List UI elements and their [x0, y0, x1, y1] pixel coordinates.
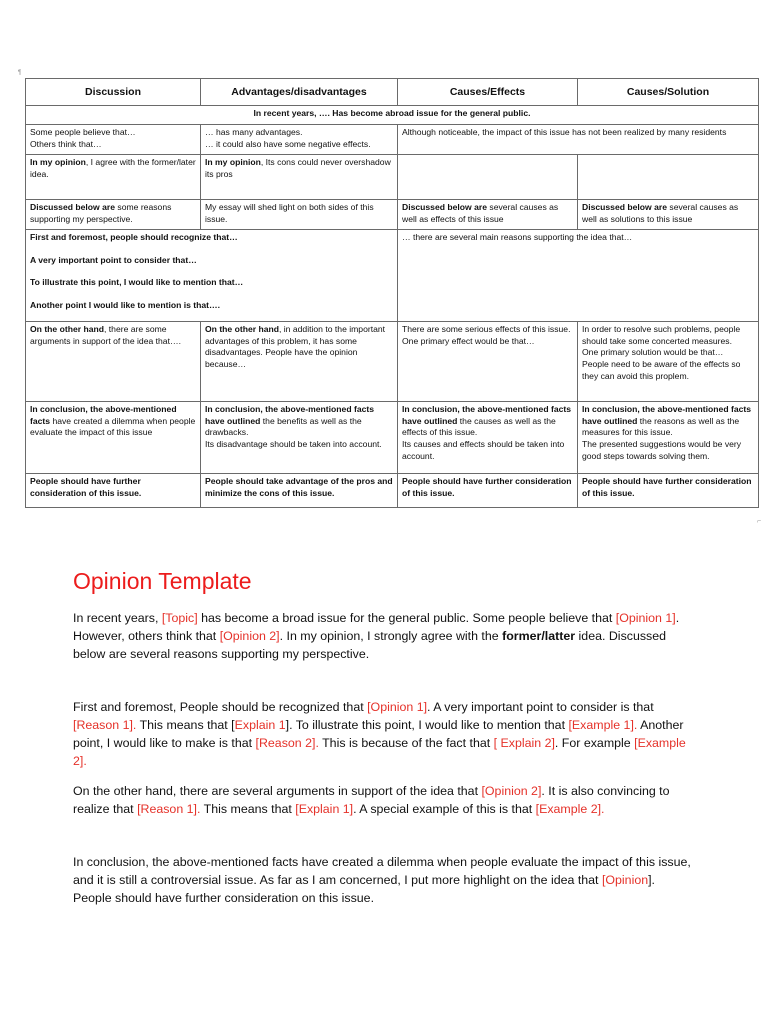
text: . It is also convincing to realize that: [73, 783, 670, 816]
table-cell: [398, 200, 578, 230]
cell-bold: On the other hand: [30, 324, 104, 334]
cell-line: Some people believe that…: [30, 127, 136, 137]
placeholder: [Opinion 2]: [219, 628, 280, 643]
text: . However, others think that: [73, 610, 680, 643]
text: . A very important point to consider is that: [427, 699, 654, 714]
text: In conclusion, the above-mentioned facts have created a dilemma when people evaluate the impact of this issue, and it is still a controversial issue. As far as I am concerned, I put more highlight on the idea that: [73, 854, 691, 887]
table-row: [26, 230, 759, 322]
cell-text: , I agree with the former/later idea.: [30, 157, 196, 179]
table-cell: [201, 125, 398, 155]
table-cell: Although noticeable, the impact of this issue has not been realized by many residents: [398, 125, 759, 155]
table-cell: [578, 200, 759, 230]
table-cell: [26, 322, 201, 402]
table-cell: My essay will shed light on both sides of this issue.: [201, 200, 398, 230]
table-row: [26, 474, 759, 508]
table-cell: People should have further consideration of this issue.: [26, 474, 201, 508]
paragraph-body-1: [73, 698, 697, 770]
table-cell: [398, 402, 578, 474]
placeholder: [Example 2].: [73, 735, 686, 768]
text: ]. People should have further consideration on this issue.: [73, 872, 655, 905]
cell-bold: In conclusion, the above-mentioned facts have outlined: [582, 404, 752, 426]
cell-line: In order to resolve such problems, people should take some concerted measures.: [582, 324, 741, 346]
table-cell: [578, 402, 759, 474]
table-cell: [201, 155, 398, 200]
cell-bold: Discussed below are: [30, 202, 116, 212]
cell-text: the benefits as well as the drawbacks.: [205, 415, 362, 438]
placeholder: Explain 1: [234, 717, 286, 732]
text: This means that [: [136, 717, 235, 732]
table-cell: [26, 155, 201, 200]
table-cell: [201, 402, 398, 474]
table-cell-empty: [398, 155, 578, 200]
placeholder: [Reason 1].: [73, 717, 137, 732]
paragraph-mark-icon: ¶: [18, 70, 22, 76]
cell-line: Another point I would like to mention is that….: [30, 300, 221, 311]
cell-bold: Discussed below are: [402, 202, 488, 212]
header-advantages-disadvantages: Advantages/disadvantages: [201, 79, 398, 106]
paragraph-intro: [73, 609, 697, 663]
table-cell: [201, 322, 398, 402]
text: This is because of the fact that: [318, 735, 494, 750]
cell-line: The presented suggestions would be very good steps towards solving them.: [582, 439, 742, 461]
paragraph-body-2: [73, 782, 697, 818]
cell-bold: Discussed below are: [582, 202, 668, 212]
table-cell: There are some serious effects of this issue. One primary effect would be that…: [398, 322, 578, 402]
placeholder: [Opinion 1]: [367, 699, 428, 714]
header-causes-effects: Causes/Effects: [398, 79, 578, 106]
table-cell: People should take advantage of the pros and minimize the cons of this issue.: [201, 474, 398, 508]
header-causes-solution: Causes/Solution: [578, 79, 759, 106]
placeholder: [Reason 2].: [255, 735, 319, 750]
cell-text: have created a dilemma when people evaluate the impact of this issue: [30, 415, 196, 438]
text: Another point, I would like to make is that: [73, 717, 684, 750]
placeholder: [Example 1].: [568, 717, 638, 732]
essay-phrases-table: [25, 78, 759, 508]
table-cell: [26, 125, 201, 155]
table-cell: People should have further consideration of this issue.: [398, 474, 578, 508]
table-row: [26, 200, 759, 230]
cell-bold: In my opinion: [30, 157, 86, 167]
placeholder: [Opinion 1]: [615, 610, 676, 625]
placeholder: [Example 2].: [535, 801, 605, 816]
text: ]. To illustrate this point, I would like to mention that: [285, 717, 569, 732]
text: In recent years,: [73, 610, 162, 625]
text: . In my opinion, I strongly agree with the: [279, 628, 503, 643]
table-cell: People should have further consideration of this issue.: [578, 474, 759, 508]
cell-line: People need to be aware of the effects so they can avoid this proplem.: [582, 359, 741, 381]
cell-text: some reasons supporting my perspective.: [30, 202, 172, 224]
cell-text: several causes as well as solutions to this issue: [582, 202, 739, 224]
table-row: [26, 125, 759, 155]
table-cell-empty: [578, 155, 759, 200]
intro-cell: In recent years, …. Has become abroad issue for the general public.: [26, 106, 759, 125]
text: This means that: [200, 801, 296, 816]
header-discussion: Discussion: [26, 79, 201, 106]
table-cell: … there are several main reasons supporting the idea that…: [398, 230, 759, 322]
text: . For example: [554, 735, 635, 750]
cell-line: First and foremost, people should recognize that…: [30, 232, 238, 242]
corner-mark-icon: ⌐: [757, 518, 762, 525]
paragraph-conclusion: [73, 853, 697, 907]
placeholder: [ Explain 2]: [493, 735, 555, 750]
cell-bold: In my opinion: [205, 157, 261, 167]
placeholder: [Opinion: [601, 872, 649, 887]
table-row: [26, 155, 759, 200]
table-cell: [26, 200, 201, 230]
cell-text: the causes as well as the effects of this issue.: [402, 415, 556, 438]
template-title: Opinion Template: [73, 568, 252, 594]
cell-line: A very important point to consider that…: [30, 254, 197, 265]
placeholder: [Topic]: [161, 610, 198, 625]
table-header-row: [26, 79, 759, 106]
text: has become a broad issue for the general public. Some people believe that: [197, 610, 616, 625]
table-cell: [26, 402, 201, 474]
cell-line: … it could also have some negative effects.: [205, 138, 371, 149]
cell-bold: In conclusion, the above-mentioned facts have outlined: [205, 404, 375, 426]
cell-text: , there are some arguments in support of the idea that….: [30, 324, 181, 346]
table-row: [26, 106, 759, 125]
table-cell: [26, 230, 398, 322]
cell-line: Its causes and effects should be taken into account.: [402, 439, 565, 461]
cell-text: several causes as well as effects of this issue: [402, 202, 559, 224]
cell-bold: In conclusion, the above-mentioned facts: [30, 404, 177, 426]
placeholder: [Reason 1].: [137, 801, 201, 816]
cell-text: the reasons as well as the measures for this issue.: [582, 415, 740, 438]
cell-text: , Its cons could never overshadow its pros: [205, 157, 391, 179]
cell-text: , in addition to the important advantages of this problem, it has some disadvantages. People have the opinion because…: [205, 324, 386, 370]
placeholder: [Opinion 2]: [481, 783, 542, 798]
text: On the other hand, there are several arguments in support of the idea that: [73, 783, 482, 798]
cell-bold: On the other hand: [205, 324, 279, 334]
text: . A special example of this is that: [353, 801, 536, 816]
cell-line: Others think that…: [30, 138, 102, 149]
cell-line: Its disadvantage should be taken into account.: [205, 439, 382, 450]
bold-text: former/latter: [502, 628, 576, 643]
cell-line: One primary solution would be that…: [582, 347, 724, 358]
placeholder: [Explain 1]: [295, 801, 354, 816]
table-cell: [578, 322, 759, 402]
cell-line: … has many advantages.: [205, 127, 303, 137]
opinion-template-section: [73, 568, 697, 907]
text: First and foremost, People should be recognized that: [73, 699, 368, 714]
cell-bold: In conclusion, the above-mentioned facts have outlined: [402, 404, 572, 426]
text: idea. Discussed below are several reasons supporting my perspective.: [73, 628, 667, 661]
table-row: [26, 402, 759, 474]
cell-line: To illustrate this point, I would like to mention that…: [30, 277, 244, 288]
table-row: [26, 322, 759, 402]
